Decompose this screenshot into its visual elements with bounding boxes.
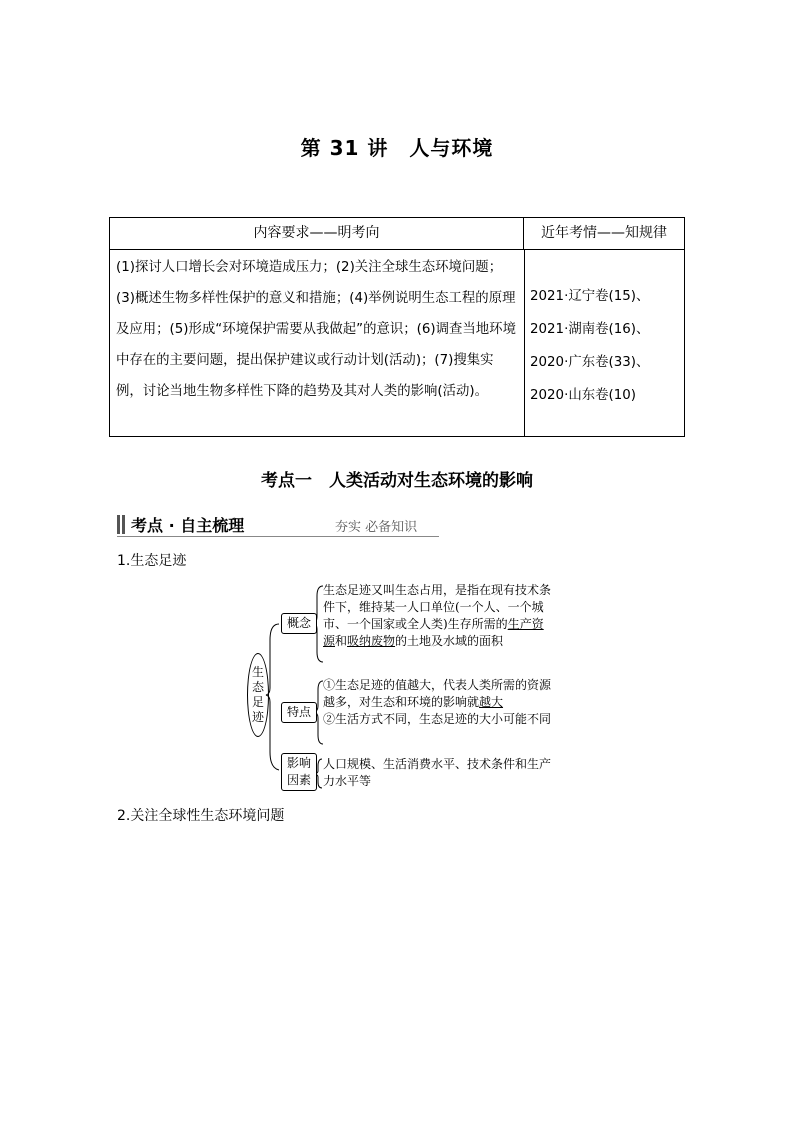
table-header-exams: 近年考情——知规律 [524, 218, 684, 250]
requirements-text: (1)探讨人口增长会对环境造成压力；(2)关注全球生态环境问题；(3)概述生物多样性保护的意义和措施；(4)举例说明生态工程的原理及应用；(5)形成“环境保护需要从我做起”的意识；(6)调查当地环境中存在的主要问题，提出保护建议或行动计划(活动)；(7)搜集实例，讨论当地生物多样性下降的趋势及其对人类的影响(活动)。 [116, 260, 516, 399]
heading-global-issues: 2.关注全球性生态环境问题 [117, 808, 285, 824]
root-node: 生态足迹 [247, 653, 269, 737]
underlined-term: 吸纳废物 [347, 634, 396, 648]
heading-ecological-footprint: 1.生态足迹 [117, 553, 187, 569]
table-header-requirements: 内容要求——明考向 [110, 218, 524, 250]
underlined-term: 生产资源 [323, 617, 544, 648]
underlined-term: 越大 [479, 695, 504, 709]
exam-item: 2020·山东卷(10) [530, 388, 636, 403]
factor-node: 影响因素 [281, 753, 317, 791]
exam-item: 2021·湖南卷(16)、 [530, 322, 650, 337]
banner-subtitle: 夯实 必备知识 [335, 520, 418, 535]
exam-item: 2021·辽宁卷(15)、 [530, 289, 650, 304]
exam-item: 2020·广东卷(33)、 [530, 355, 650, 370]
concept-description: 生态足迹又叫生态占用，是指在现有技术条件下，维持某一人口单位(一个人、一个城市、一个国家或全人类)生存所需的生产资源和吸纳废物的土地及水域的面积 [323, 583, 552, 648]
section-title: 考点一 人类活动对生态环境的影响 [261, 471, 533, 491]
concept-node: 概念 [281, 613, 317, 634]
banner-title: 考点 · 自主梳理 [131, 516, 245, 535]
feature-node: 特点 [281, 702, 317, 723]
factor-description: 人口规模、生活消费水平、技术条件和生产力水平等 [323, 757, 552, 788]
page-title: 第 31 讲 人与环境 [300, 136, 494, 160]
feature-description: ①生态足迹的值越大，代表人类所需的资源越多，对生态和环境的影响就越大 ②生活方式不同，生态足迹的大小可能不同 [323, 678, 552, 726]
